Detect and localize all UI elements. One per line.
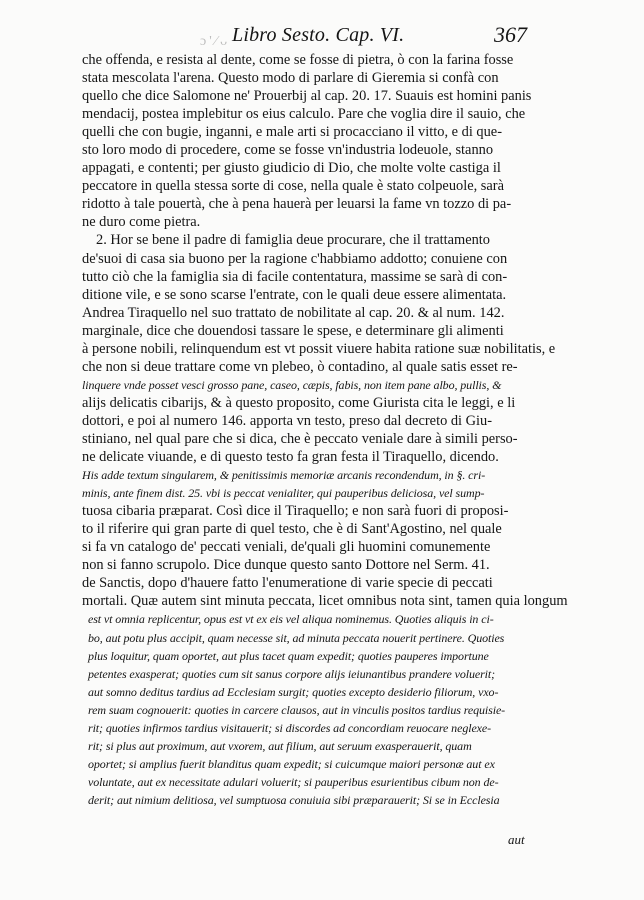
text-line: che non si deue trattare come vn plebeo, ò contadino, al quale satis esset re- <box>82 358 518 375</box>
text-line: à persone nobili, relinquendum est vt possit viuere habita ratione suæ nobilitatis, e <box>82 340 556 357</box>
text-line: appagati, e contenti; per giusto giudicio di Dio, che molte volte castiga il <box>82 160 501 177</box>
text-line: che offenda, e resista al dente, come se fosse di pietra, ò con la farina fosse <box>82 52 514 68</box>
text-line: to il riferire qui gran parte di quel testo, che è di Sant'Agostino, nel quale <box>82 521 502 538</box>
latin-line: derit; aut nimium delitiosa, vel sumptuosa conuiuia sibi præparauerit; Si se in Ecclesia <box>88 792 500 807</box>
latin-line: minis, ante finem dist. 25. vbi is peccat venialiter, qui pauperibus deliciosa, vel sump- <box>82 486 485 501</box>
latin-line: est vt omnia replicentur, opus est vt ex eis vel aliqua nominemus. Quoties aliquis in ci- <box>88 612 494 627</box>
latin-line: bo, aut potu plus accipit, quam necesse sit, ad minuta peccata nouerit pertinere. Quoties <box>88 630 505 645</box>
page-number: 367 <box>494 22 527 47</box>
latin-line: rem suam cognouerit: quoties in carcere clausos, aut in vinculis positos tardius requisie- <box>88 702 506 717</box>
text-line: sto loro modo di procedere, come se fosse vn'industria lodeuole, stanno <box>82 142 494 159</box>
text-line: ridotto à tale pouertà, che à pena hauerà per leuarsi la fame vn tozzo di pa- <box>82 196 512 213</box>
text-line: peccatore in quella stessa sorte di cose, nella quale è stato colpeuole, sarà <box>82 178 504 195</box>
text-line: quelli che con bugie, inganni, e male arti si procacciano il vitto, e di que- <box>82 124 502 141</box>
text-line: tuosa cibaria præparat. Così dice il Tiraquello; e non sarà fuori di proposi- <box>82 503 509 520</box>
text-line: dottori, e poi al numero 146. apporta vn testo, preso dal decreto di Giu- <box>82 412 493 429</box>
catchword: aut <box>508 832 525 847</box>
text-line: ne duro come pietra. <box>82 214 201 231</box>
latin-line: rit; quoties infirmos tardius visitauerit; si discordes ad concordiam reuocare neglexe- <box>88 720 492 735</box>
text-line: ne delicate viuande, e di questo testo fa gran festa il Tiraquello, dicendo. <box>82 449 499 466</box>
text-line: de Sanctis, dopo d'hauere fatto l'enumeratione di varie specie di peccati <box>82 575 493 592</box>
text-line: stiniano, nel qual pare che si dica, che è peccato veniale dare à simili perso- <box>82 430 518 447</box>
text-line: mendacij, postea implebitur os eius calculo. Pare che voglia dire il sauio, che <box>82 106 526 123</box>
page-header <box>232 22 562 52</box>
latin-line: aut somno deditus tardius ad Ecclesiam surgit; quoties excepto desiderio filiorum, vxo- <box>88 684 499 699</box>
latin-line: plus loquitur, quam oportet, aut plus tacet quam expedit; quoties pauperes importune <box>88 648 489 663</box>
text-line: stata mescolata l'arena. Questo modo di parlare di Gieremia si confà con <box>82 70 499 87</box>
text-line: tutto ciò che la famiglia sia di facile contentatura, massime se sarà di con- <box>82 268 508 285</box>
latin-line: voluntate, aut ex necessitate adulari voluerit; si pauperibus esurientibus cibum non de- <box>88 774 499 789</box>
paragraph-start-line: 2. Hor se bene il padre di famiglia deue procurare, che il trattamento <box>96 232 490 249</box>
text-line: non si fanno scrupolo. Dice dunque questo santo Dottore nel Serm. 41. <box>82 557 490 574</box>
latin-line: rit; si plus aut proximum, aut vxorem, aut filium, aut seruum exasperauerit, quam <box>88 738 472 753</box>
text-line: Andrea Tiraquello nel suo trattato de nobilitate al cap. 20. & al num. 142. <box>82 304 505 321</box>
margin-ink-mark: ɔ'⁄ᴗ <box>200 34 231 49</box>
latin-line: linquere vnde posset vesci grosso pane, caseo, cæpis, fabis, non item pane albo, pullis, & <box>82 377 502 392</box>
text-line: marginale, dice che douendosi tassare le spese, e determinare gli alimenti <box>82 322 504 339</box>
text-line: alijs delicatis cibarijs, & à questo proposito, come Giurista cita le leggi, e li <box>82 394 516 411</box>
latin-line: petentes exasperat; quoties cum sit sanus corpore alijs ieiunantibus prandere voluerit; <box>88 666 496 681</box>
text-line: mortali. Quæ autem sint minuta peccata, licet omnibus nota sint, tamen quia longum <box>82 593 568 610</box>
text-body <box>82 51 570 809</box>
text-line: de'suoi di casa sia buono per la ragione c'habbiamo addotto; conuiene con <box>82 250 508 267</box>
running-title: Libro Sesto. Cap. VI. <box>232 24 405 46</box>
text-line: quello che dice Salomone ne' Prouerbij al cap. 20. 17. Suauis est homini panis <box>82 88 532 105</box>
text-line: ditione vile, e se sono scarse l'entrate, con le quali deue essere alimentata. <box>82 286 507 303</box>
text-line: si fa vn catalogo de' peccati veniali, de'quali gli huomini comunemente <box>82 539 491 556</box>
latin-line: oportet; si amplius fuerit blanditus quam expedit; si cuicumque maiori personæ aut ex <box>88 756 495 771</box>
latin-line: His adde textum singularem, & penitissimis memoriæ arcanis recondendum, in §. cri- <box>82 468 486 483</box>
